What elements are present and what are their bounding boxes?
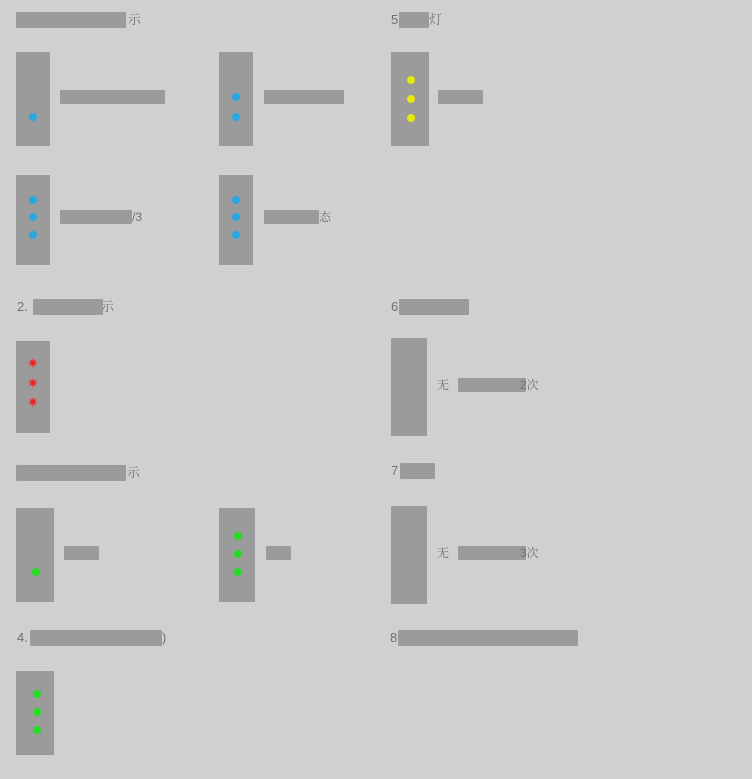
- label-1d-redaction: [264, 210, 319, 224]
- label-7a-redaction: [458, 546, 526, 560]
- led-green-4a-1: [33, 690, 41, 698]
- label-1c-redaction: [60, 210, 132, 224]
- section-1-heading-redaction: [16, 12, 126, 28]
- led-blue-1c-2: [29, 213, 37, 221]
- led-blue-1d-1: [232, 196, 240, 204]
- indicator-panel-6a: [391, 338, 427, 436]
- section-5-number: 5: [391, 12, 399, 27]
- section-7-heading-redaction: [400, 463, 435, 479]
- label-5a-redaction: [438, 90, 483, 104]
- label-1d-suffix: 态: [319, 210, 332, 224]
- section-1-heading-suffix: 示: [128, 12, 142, 27]
- section-3-heading-redaction: [16, 465, 126, 481]
- led-red-2a-3: [29, 402, 39, 412]
- led-blue-1b-2: [232, 113, 240, 121]
- indicator-panel-7a: [391, 506, 427, 604]
- led-green-3b-3: [234, 568, 242, 576]
- led-blue-1d-2: [232, 213, 240, 221]
- led-yellow-5a-3: [407, 114, 415, 122]
- label-3a-redaction: [64, 546, 99, 560]
- led-green-4a-2: [33, 708, 41, 716]
- section-8-number: 8: [390, 630, 398, 645]
- led-green-3a-1: [32, 568, 40, 576]
- section-8-heading-redaction: [398, 630, 578, 646]
- section-2-heading-suffix: 示: [101, 299, 115, 314]
- section-3-heading-suffix: 示: [127, 465, 141, 480]
- led-green-4a-3: [33, 726, 41, 734]
- section-4-number: 4.: [17, 630, 28, 645]
- led-green-3b-1: [234, 532, 242, 540]
- section-2-heading-redaction: [33, 299, 103, 315]
- led-yellow-5a-2: [407, 95, 415, 103]
- section-6-heading-redaction: [399, 299, 469, 315]
- label-6a-suffix: 2次: [520, 378, 539, 392]
- section-5-heading-redaction: [399, 12, 429, 28]
- label-1b-redaction: [264, 90, 344, 104]
- section-2-number: 2.: [17, 299, 28, 314]
- indicator-panel-3a: [16, 508, 54, 602]
- led-green-3b-2: [234, 550, 242, 558]
- led-blue-1a-1: [29, 113, 37, 121]
- indicator-panel-1a: [16, 52, 50, 146]
- label-1c-suffix: /3: [132, 210, 143, 224]
- led-blue-1d-3: [232, 231, 240, 239]
- section-4-heading-suffix: ): [162, 630, 167, 645]
- led-blue-1c-3: [29, 231, 37, 239]
- led-red-2a-2: [29, 383, 39, 393]
- label-6a-prefix: 无: [437, 378, 450, 392]
- section-4-heading-redaction: [30, 630, 162, 646]
- led-red-2a-1: [29, 363, 39, 373]
- section-5-heading-suffix: 灯: [429, 12, 443, 27]
- label-6a-redaction: [458, 378, 526, 392]
- label-7a-prefix: 无: [437, 546, 450, 560]
- section-7-number: 7: [391, 463, 399, 478]
- label-7a-suffix: 3次: [520, 546, 539, 560]
- led-blue-1b-1: [232, 93, 240, 101]
- label-3b-redaction: [266, 546, 291, 560]
- led-blue-1c-1: [29, 196, 37, 204]
- led-yellow-5a-1: [407, 76, 415, 84]
- label-1a-redaction: [60, 90, 165, 104]
- section-6-number: 6: [391, 299, 399, 314]
